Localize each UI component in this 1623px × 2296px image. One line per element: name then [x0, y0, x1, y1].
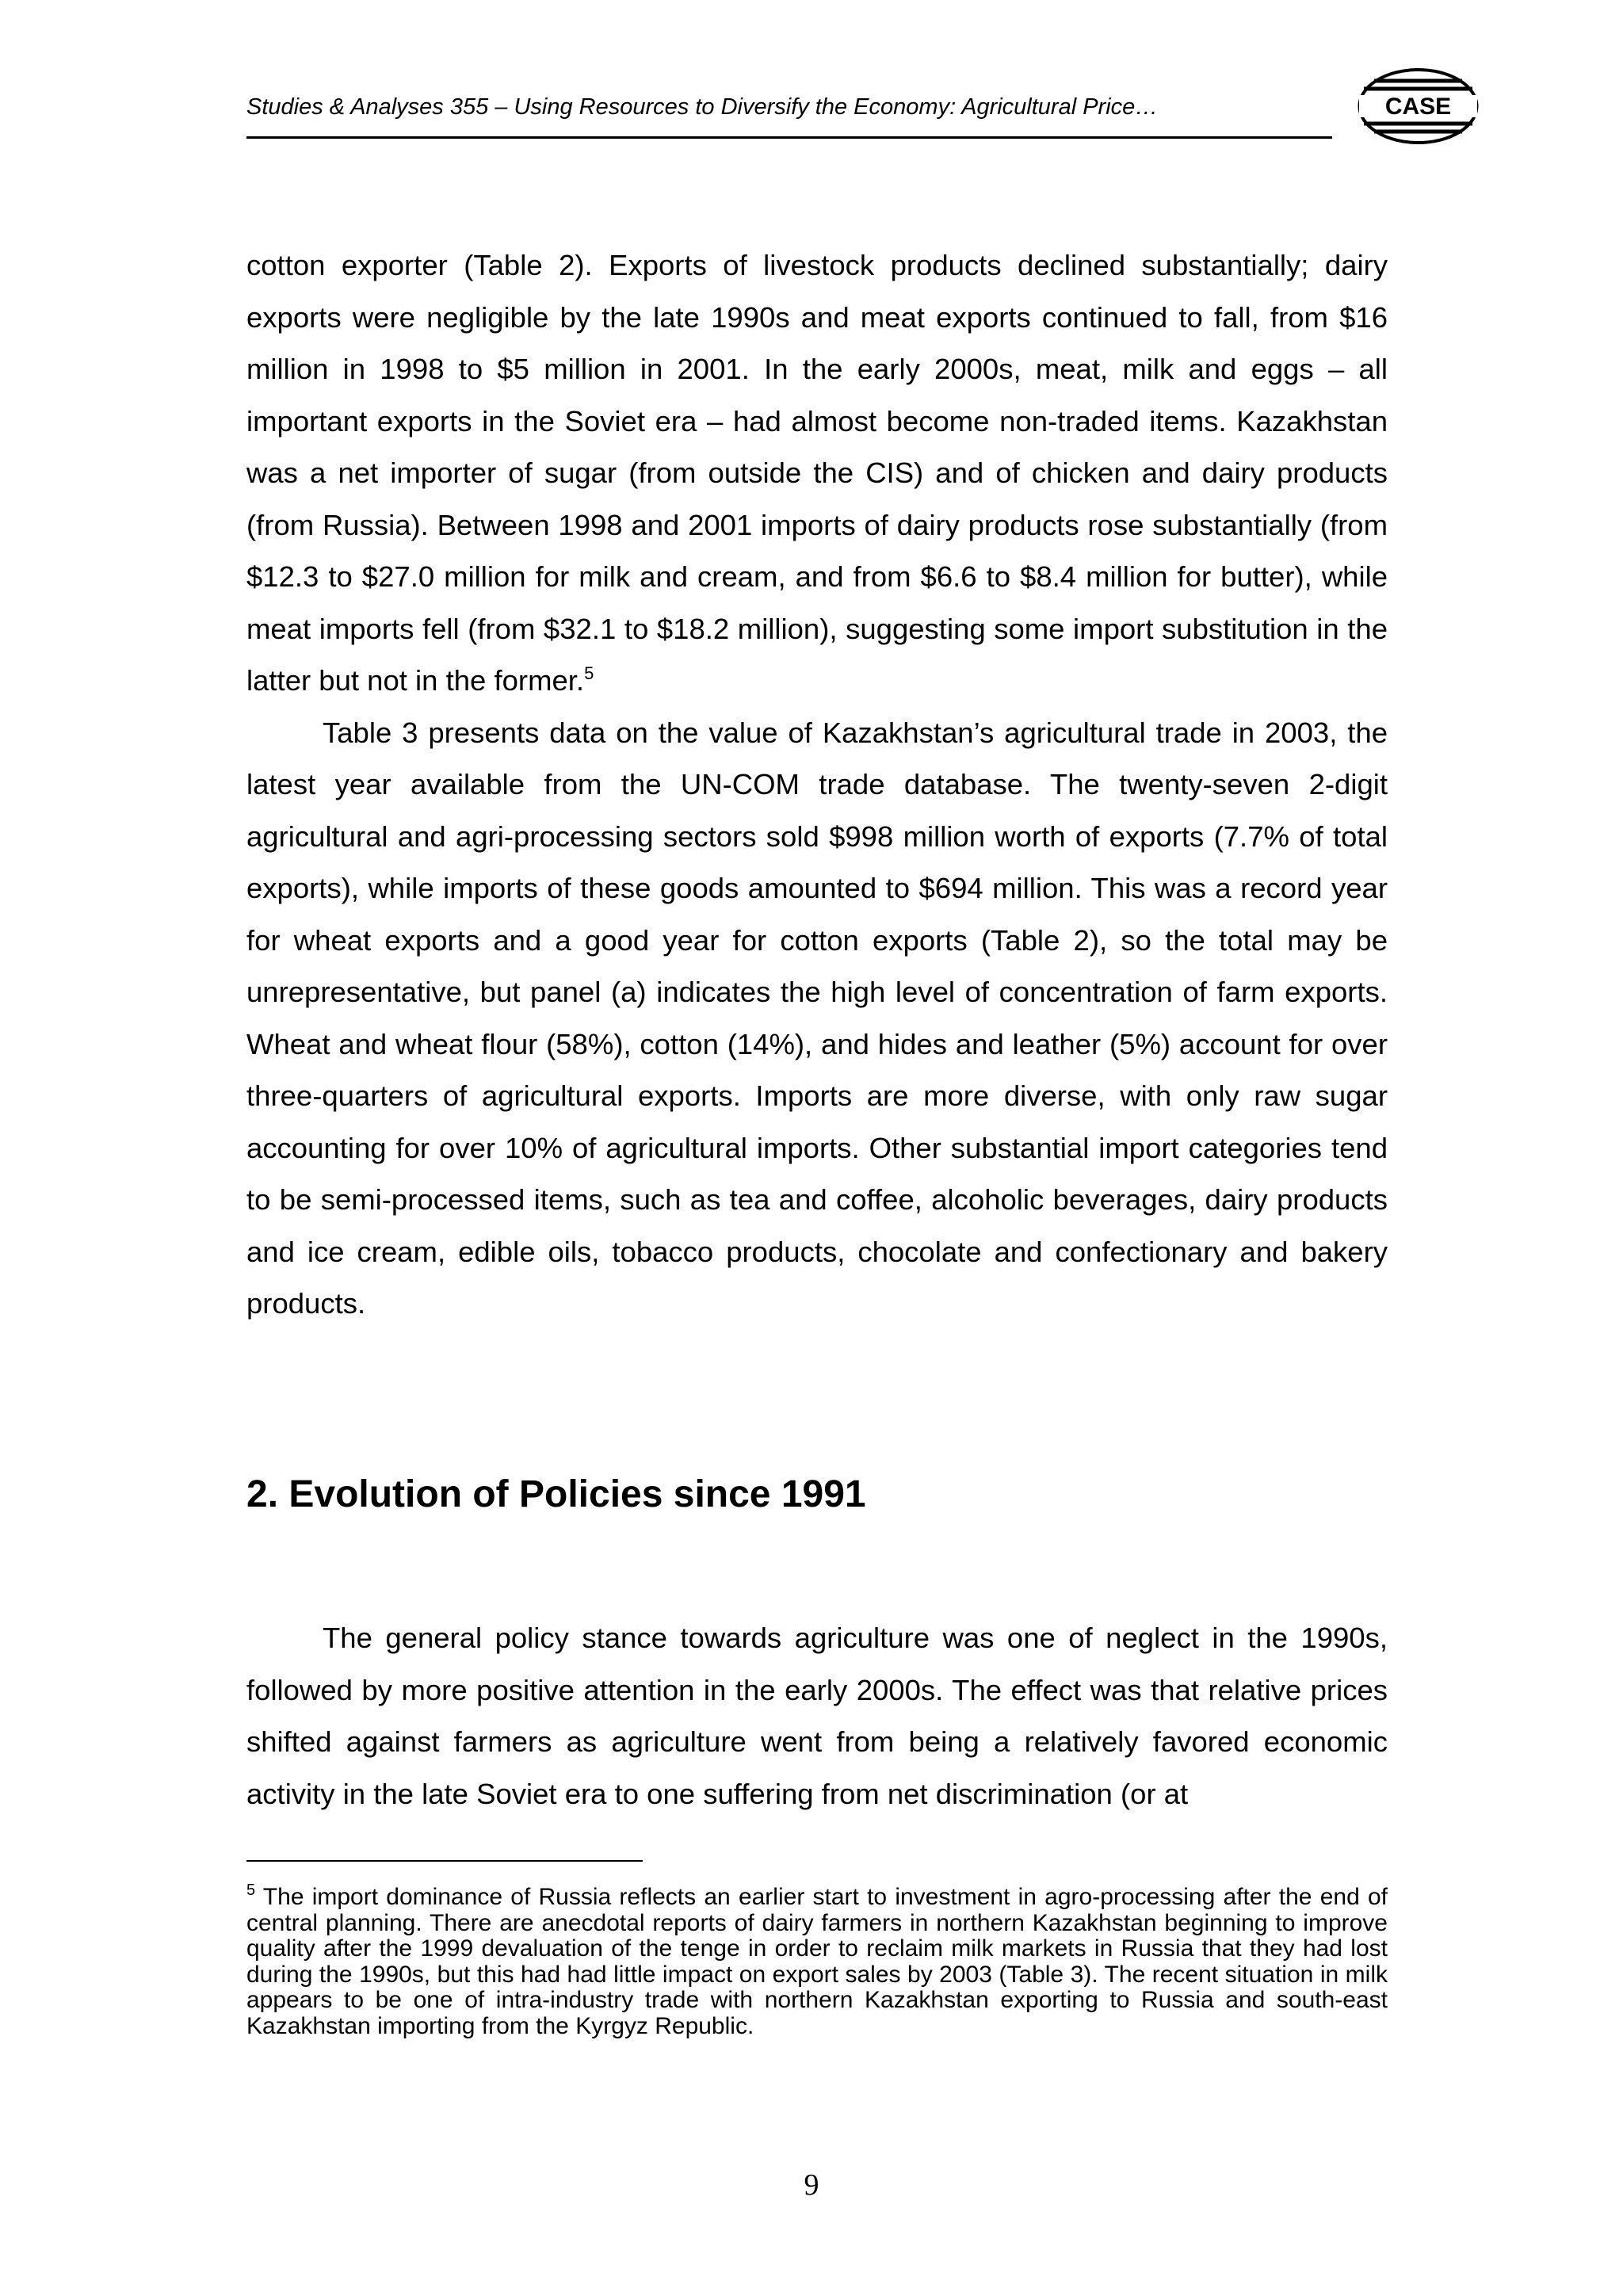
- body-text-bottom: [246, 1612, 1388, 1820]
- section-heading: 2. Evolution of Policies since 1991: [246, 1473, 866, 1515]
- footnote-divider: [246, 1860, 643, 1862]
- body-text-top: [246, 239, 1388, 1330]
- paragraph-1: cotton exporter (Table 2). Exports of livestock products declined substantially; dairy exports were negligible by the late 1990s and meat exports continued to fall, from $16 million in 1998 to $5 million in 2001. In the early 2000s, meat, milk and eggs – all important exports in the Soviet era – had almost become non-traded items. Kazakhstan was a net importer of sugar (from outside the CIS) and of chicken and dairy products (from Russia). Between 1998 and 2001 imports of dairy products rose substantially (from $12.3 to $27.0 million for milk and cream, and from $6.6 to $8.4 million for butter), while meat imports fell (from $32.1 to $18.2 million), suggesting some import substitution in the latter but not in the former.$^5$: [246, 249, 1388, 697]
- footnote-marker: 5: [246, 1881, 256, 1899]
- footnote-ref[interactable]: 5: [584, 663, 594, 683]
- paragraph-3: The general policy stance towards agriculture was one of neglect in the 1990s, followed by more positive attention in the early 2000s. The effect was that relative prices shifted against farmers as agriculture went from being a relatively favored economic activity in the late Soviet era to one suffering from net discrimination (or at: [246, 1622, 1388, 1810]
- logo-lettering: CASE: [1384, 94, 1452, 120]
- footnote-text: The import dominance of Russia reflects an earlier start to investment in agro-processing after the end of central planning. There are anecdotal reports of dairy farmers in northern Kazakhstan beginning to improve quality after the 1999 devaluation of the tenge in order to reclaim milk markets in Russia that they had lost during the 1990s, but this had had little impact on export sales by 2003 (Table 3). The recent situation in milk appears to be one of intra-industry trade with northern Kazakhstan exporting to Russia and south-east Kazakhstan importing from the Kyrgyz Republic.: [246, 1884, 1388, 2039]
- page-number: 9: [804, 2168, 819, 2202]
- paragraph-2: Table 3 presents data on the value of Kazakhstan’s agricultural trade in 2003, the latest year available from the UN-COM trade database. The twenty-seven 2-digit agricultural and agri-processing sectors sold $998 million worth of exports (7.7% of total exports), while imports of these goods amounted to $694 million. This was a record year for wheat exports and a good year for cotton exports (Table 2), so the total may be unrepresentative, but panel (a) indicates the high level of concentration of farm exports. Wheat and wheat flour (58%), cotton (14%), and hides and leather (5%) account for over three-quarters of agricultural exports. Imports are more diverse, with only raw sugar accounting for over 10% of agricultural imports. Other substantial import categories tend to be semi-processed items, such as tea and coffee, alcoholic beverages, dairy products and ice cream, edible oils, tobacco products, chocolate and confectionary and bakery products.: [246, 716, 1388, 1320]
- running-header: [246, 94, 1332, 139]
- case-logo: [1357, 67, 1480, 146]
- running-title: Studies & Analyses 355 – Using Resources to Diversify the Economy: Agricultural Price…: [246, 94, 1159, 120]
- footnote: [246, 1881, 1388, 2040]
